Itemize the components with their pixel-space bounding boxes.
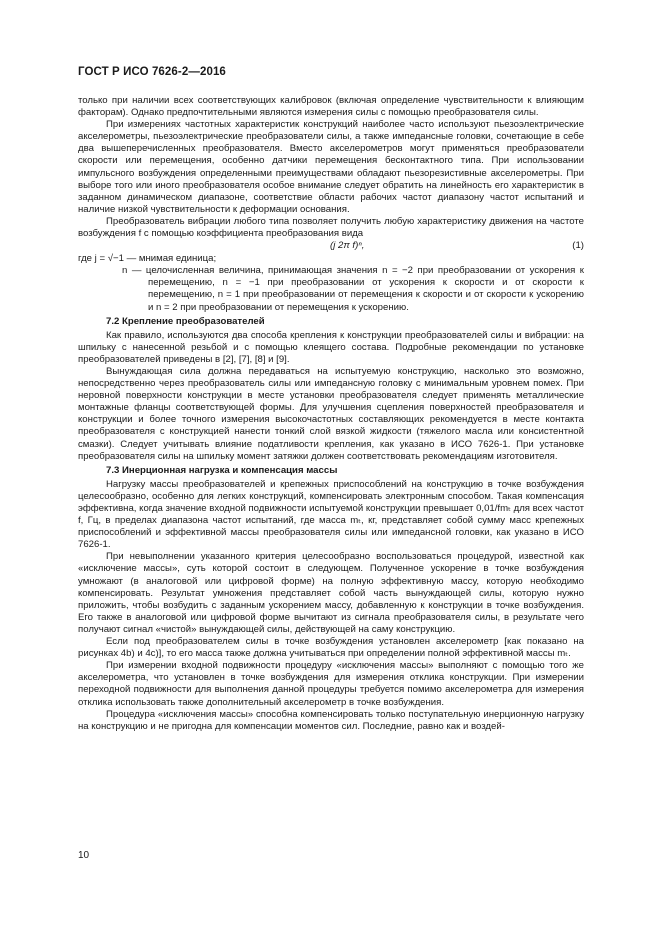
formula-expression: (j 2π f)ⁿ, xyxy=(330,240,365,252)
paragraph: Процедура «исключения массы» способна компенсировать только поступательную инерционную нагрузку на конструкцию и не пригодна для компенсации моментов сил. Последние, равно как и воздей- xyxy=(78,708,584,732)
paragraph: При измерениях частотных характеристик конструкций наиболее часто используют пьезоэлектрические акселерометры, пьезоэлектрические преобразователи силы, а также импедансные головки, сочетающие в себе два вышеперечисленных преобразователя. Вместо акселерометров могут применяться преобразователи скорости или перемещения, особенно датчики перемещения бесконтактного типа. При использовании импульсного возбуждения определенными преимуществами обладают пьезорезистивные акселерометры. При выборе того или иного преобразователя особое внимание следует обратить на линейность его характеристик в заданном динамическом диапазоне, соответствие области рабочих частот диапазону частот испытаний и наличие низкой чувствительности к деформации основания. xyxy=(78,119,584,215)
section-heading-7-3: 7.3 Инерционная нагрузка и компенсация массы xyxy=(106,464,338,476)
section-heading-7-2: 7.2 Крепление преобразователей xyxy=(106,315,265,327)
document-header: ГОСТ Р ИСО 7626-2—2016 xyxy=(78,66,226,78)
paragraph: Как правило, используются два способа крепления к конструкции преобразователей силы и вибрации: на шпильку с нанесенной резьбой и с помощью клеящего состава. Подробные рекомендации по установке преобразователей приведены в [2], [7], [8] и [9]. xyxy=(78,329,584,365)
formula-n-definition: n — целочисленная величина, принимающая значения n = −2 при преобразовании от ускорения к перемещению, n = −1 при преобразовании от ускорения к скорости и от скорости к перемещению, n = 1 при преобразовании от перемещения к скорости и от скорости к ускорению и n = 2 при преобразовании от перемещения к ускорению. xyxy=(122,265,584,313)
document-body xyxy=(78,95,584,733)
paragraph: Если под преобразователем силы в точке возбуждения установлен акселерометр [как показано на рисунках 4b) и 4c)], то его масса также должна учитываться при определении полной эффективной массы mₜ. xyxy=(78,636,584,660)
formula-line xyxy=(78,240,584,253)
paragraph: Нагрузку массы преобразователей и крепежных приспособлений на конструкцию в точке возбуждения целесообразно, особенно для легких конструкций, компенсировать электронным способом. Такая компенсация эффективна, когда значение входной подвижности испытуемой конструкции превышает 0,01/fmₜ для всех частот f, Гц, в пределах диапазона частот испытаний, где масса mₜ, кг, представляет собой сумму масс крепежных приспособлений и эффективной массы преобразователя силы или импедансной головки, как указано в ИСО 7626-1. xyxy=(78,478,584,551)
paragraph: только при наличии всех соответствующих калибровок (включая определение чувствительности к влияющим факторам). Однако предпочтительными являются измерения силы с помощью преобразователя силы. xyxy=(78,95,584,119)
paragraph: Вынуждающая сила должна передаваться на испытуемую конструкцию, насколько это возможно, непосредственно через преобразователь силы или импедансную головку с минимальным уровнем помех. При неровной поверхности конструкции в месте установки преобразователя следует применять металлические монтажные фланцы соответствующей формы. Для улучшения сцепления поверхностей преобразователя и конструкции и более точного измерения высокочастотных составляющих рекомендуется в месте контакта преобразователя с конструкцией нанести тонкий слой вязкой жидкости (тяжелого масла или консистентной смазки). Следует учитывать влияние податливости крепления, как указано в ИСО 7626-1. При установке преобразователя силы на шпильку момент затяжки должен соответствовать рекомендациям изготовителя. xyxy=(78,365,584,462)
paragraph: При невыполнении указанного критерия целесообразно воспользоваться процедурой, известной как «исключение массы», суть которой состоит в следующем. Полученное ускорение в точке возбуждения умножают (в аналоговой или цифровой форме) на полную эффективную массу, которую необходимо компенсировать. Результат умножения представляет собой часть вынуждающей силы, которую нужно приложить, чтобы возбудить с заданным ускорением массу, добавленную к конструкции в точке возбуждения. Его также в аналоговой или цифровой форме вычитают из сигнала преобразователя силы, в результате чего получают сигнал «чистой» вынуждающей силы, действующей на саму конструкцию. xyxy=(78,551,584,635)
paragraph: При измерении входной подвижности процедуру «исключения массы» выполняют с помощью того же акселерометра, что установлен в точке возбуждения для измерения отклика конструкции. При измерении переходной подвижности для выполнения данной процедуры требуется помимо акселерометра для измерения отклика использовать также дополнительный акселерометр в точке возбуждения. xyxy=(78,660,584,708)
paragraph: Преобразователь вибрации любого типа позволяет получить любую характеристику движения на частоте возбуждения f с помощью коэффициента преобразования вида xyxy=(78,215,584,240)
formula-number: (1) xyxy=(572,240,584,252)
page-number: 10 xyxy=(78,850,90,861)
formula-where: где j = √−1 — мнимая единица; xyxy=(78,253,217,265)
